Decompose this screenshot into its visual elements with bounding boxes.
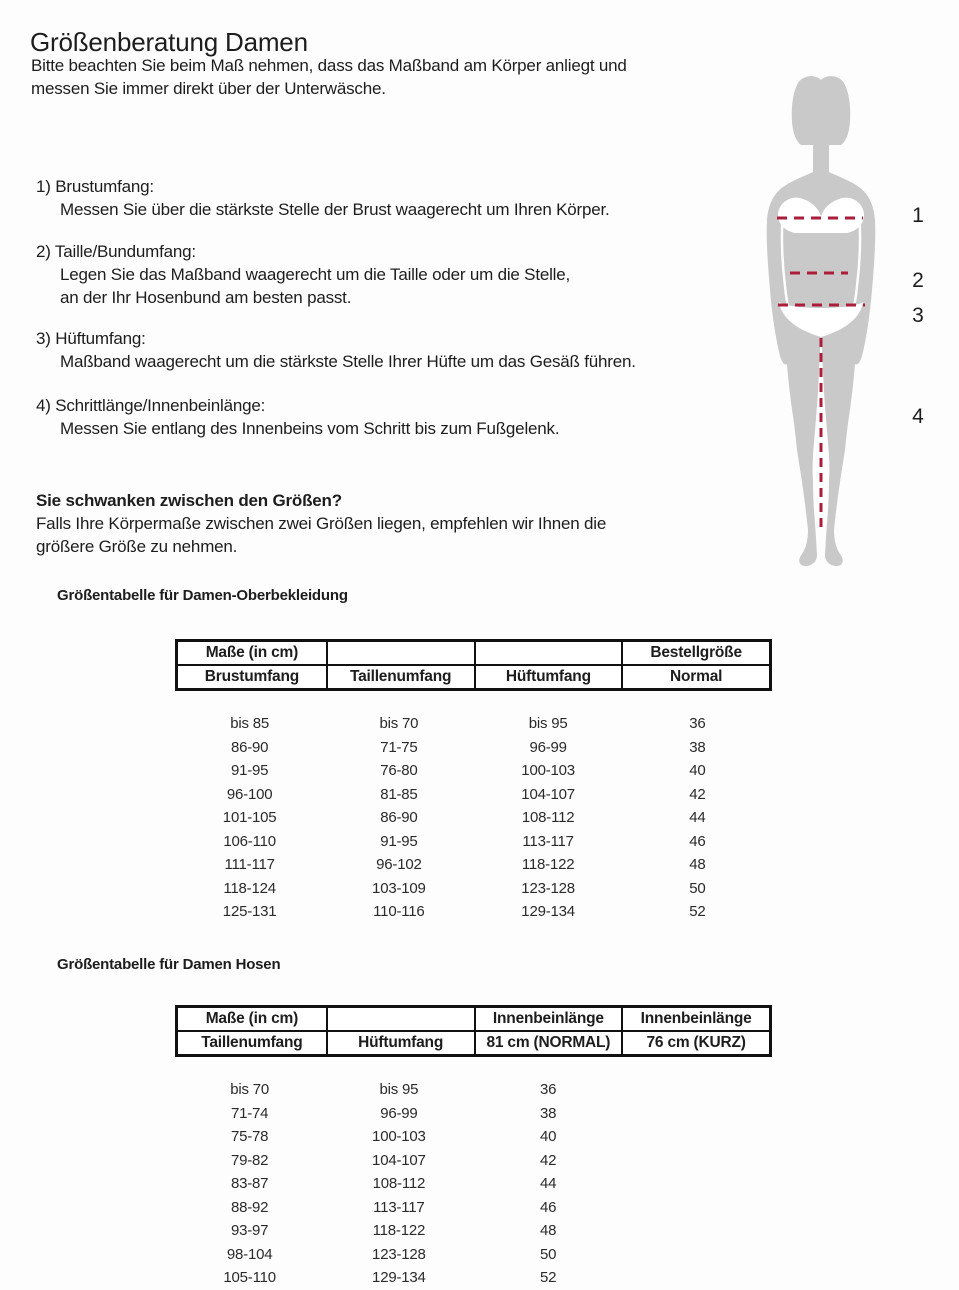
table-cell: 91-95 — [380, 832, 418, 850]
table-cell: 48 — [539, 1222, 557, 1239]
size-figure — [745, 60, 895, 580]
table-cell: 50 — [539, 1245, 557, 1263]
table-cell: 110-116 — [373, 903, 425, 920]
table-cell: 42 — [539, 1151, 557, 1169]
table-cell — [623, 1266, 772, 1290]
instruction-item-bust — [36, 175, 610, 221]
header-cell — [326, 642, 474, 664]
table-cell: 111-117 — [224, 856, 275, 873]
table-cell: 106-110 — [223, 832, 276, 850]
table-cell: 123-128 — [521, 879, 575, 897]
table-cell: 48 — [689, 856, 706, 873]
table-row — [175, 1149, 772, 1173]
intro-text — [31, 54, 627, 100]
table-heading-pants: Größentabelle für Damen Hosen — [57, 956, 281, 973]
table-cell: 103-109 — [372, 879, 426, 897]
table-body — [175, 712, 772, 924]
instruction-label: 2) Taille/Bundumfang: — [36, 242, 196, 261]
table-row — [175, 1243, 772, 1267]
table-cell: 105-110 — [223, 1269, 276, 1286]
figure-marker-inseam: 4 — [912, 405, 924, 428]
instruction-text: an der Ihr Hosenbund am besten passt. — [60, 288, 352, 307]
table-cell: 46 — [689, 832, 706, 850]
table-cell: 52 — [539, 1269, 557, 1286]
table-cell: 86-90 — [230, 738, 269, 756]
table-cell: 40 — [539, 1128, 557, 1145]
table-cell: bis 85 — [230, 715, 270, 732]
table-cell — [623, 1149, 772, 1173]
table-cell: 123-128 — [372, 1245, 426, 1263]
header-cell: Bestellgröße — [621, 642, 769, 664]
between-sizes-text: größere Größe zu nehmen. — [36, 537, 238, 556]
table-body — [175, 1078, 772, 1290]
table-header-row — [178, 642, 769, 664]
table-cell — [623, 1102, 772, 1126]
table-cell: 36 — [539, 1081, 557, 1098]
table-cell: 100-103 — [521, 762, 575, 779]
figure-marker-hip: 3 — [912, 304, 924, 327]
figure-marker-waist: 2 — [912, 269, 924, 292]
table-row — [175, 1125, 772, 1149]
header-cell: Taillenumfang — [201, 1034, 303, 1051]
table-cell: 52 — [689, 903, 706, 920]
table-cell — [623, 1078, 772, 1102]
instruction-item-hip — [36, 327, 636, 373]
table-cell — [623, 1196, 772, 1220]
header-cell: Taillenumfang — [326, 666, 474, 688]
table-cell: 50 — [689, 879, 706, 897]
table-row — [175, 736, 772, 760]
table-header — [175, 1005, 772, 1057]
table-cell: 44 — [689, 809, 706, 826]
header-cell: Hüftumfang — [474, 666, 622, 688]
table-row — [175, 712, 772, 736]
table-cell: 96-99 — [529, 738, 567, 756]
table-row — [175, 877, 772, 901]
header-cell: Brustumfang — [204, 668, 299, 685]
intro-line: messen Sie immer direkt über der Unterwäsche. — [31, 79, 386, 98]
table-cell: 42 — [689, 785, 706, 803]
table-header — [175, 639, 772, 691]
table-cell: 104-107 — [521, 785, 575, 803]
instruction-label: 3) Hüftumfang: — [36, 329, 146, 348]
figure-silhouette — [745, 60, 895, 580]
instruction-label: 4) Schrittlänge/Innenbeinlänge: — [36, 396, 266, 415]
table-cell: 44 — [539, 1175, 557, 1192]
table-cell: bis 95 — [528, 715, 568, 732]
table-cell: 71-75 — [380, 738, 418, 756]
table-cell: 113-117 — [522, 832, 574, 850]
size-table-tops — [175, 639, 772, 924]
table-cell: 91-95 — [230, 762, 269, 779]
intro-line: Bitte beachten Sie beim Maß nehmen, dass das Maßband am Körper anliegt und — [31, 56, 627, 75]
table-cell: bis 95 — [379, 1081, 419, 1098]
table-cell: 36 — [689, 715, 706, 732]
table-cell: bis 70 — [230, 1081, 270, 1098]
figure-marker-bust: 1 — [912, 204, 924, 227]
table-row — [175, 853, 772, 877]
between-sizes-text: Falls Ihre Körpermaße zwischen zwei Größen liegen, empfehlen wir Ihnen die — [36, 514, 607, 533]
table-heading-tops: Größentabelle für Damen-Oberbekleidung — [57, 587, 348, 604]
header-cell: Maße (in cm) — [205, 644, 299, 661]
table-cell: 88-92 — [230, 1198, 269, 1216]
table-row — [175, 1196, 772, 1220]
table-cell: 79-82 — [230, 1151, 269, 1169]
instruction-item-waist — [36, 240, 570, 309]
size-table-pants — [175, 1005, 772, 1290]
table-cell: 71-74 — [230, 1104, 269, 1122]
table-cell: 113-117 — [373, 1198, 425, 1216]
table-cell: bis 70 — [379, 715, 419, 732]
table-row — [175, 830, 772, 854]
header-cell: Innenbeinlänge — [621, 1008, 769, 1030]
table-cell: 86-90 — [380, 809, 418, 826]
table-cell: 129-134 — [372, 1269, 426, 1286]
table-row — [175, 806, 772, 830]
table-cell: 40 — [689, 762, 706, 779]
table-cell: 38 — [689, 738, 706, 756]
header-cell: 76 cm (KURZ) — [621, 1032, 769, 1054]
table-row — [175, 759, 772, 783]
instruction-text: Messen Sie über die stärkste Stelle der Brust waagerecht um Ihren Körper. — [60, 200, 610, 219]
table-row — [175, 783, 772, 807]
table-row — [175, 1219, 772, 1243]
table-cell: 129-134 — [521, 903, 575, 920]
header-cell: Maße (in cm) — [205, 1010, 299, 1027]
table-cell: 98-104 — [226, 1245, 273, 1263]
page-title: Größenberatung Damen — [30, 27, 308, 58]
header-cell — [474, 642, 622, 664]
table-cell: 81-85 — [380, 785, 418, 803]
table-cell: 108-112 — [521, 809, 575, 826]
table-cell: 83-87 — [230, 1175, 269, 1192]
table-cell: 46 — [539, 1198, 557, 1216]
table-cell: 118-122 — [372, 1222, 426, 1239]
table-row — [175, 1172, 772, 1196]
table-cell: 100-103 — [372, 1128, 426, 1145]
table-cell: 38 — [539, 1104, 557, 1122]
table-cell: 101-105 — [222, 809, 277, 826]
instruction-item-inseam — [36, 394, 559, 440]
header-cell: 81 cm (NORMAL) — [474, 1032, 622, 1054]
table-row — [175, 1078, 772, 1102]
table-row — [175, 900, 772, 924]
table-cell: 108-112 — [372, 1175, 426, 1192]
table-header-row — [178, 664, 769, 688]
header-cell: Hüftumfang — [326, 1032, 474, 1054]
instruction-text: Legen Sie das Maßband waagerecht um die Taille oder um die Stelle, — [60, 265, 571, 284]
table-cell: 96-102 — [376, 856, 422, 873]
table-cell: 96-100 — [226, 785, 273, 803]
instruction-label: 1) Brustumfang: — [36, 177, 154, 196]
table-cell: 93-97 — [230, 1222, 269, 1239]
table-cell: 76-80 — [380, 762, 418, 779]
table-cell — [623, 1243, 772, 1267]
table-cell: 96-99 — [380, 1104, 418, 1122]
table-cell — [623, 1125, 772, 1149]
table-header-row — [178, 1008, 769, 1030]
silhouette-hair — [792, 76, 851, 145]
header-cell: Innenbeinlänge — [474, 1008, 622, 1030]
table-cell: 75-78 — [230, 1128, 269, 1145]
between-sizes-note — [36, 489, 606, 558]
table-row — [175, 1102, 772, 1126]
table-cell: 118-122 — [521, 856, 575, 873]
table-cell — [623, 1172, 772, 1196]
table-cell — [623, 1219, 772, 1243]
instruction-text: Maßband waagerecht um die stärkste Stelle Ihrer Hüfte um das Gesäß führen. — [60, 352, 636, 371]
table-cell: 125-131 — [222, 903, 277, 920]
header-cell: Normal — [621, 666, 769, 688]
between-sizes-heading: Sie schwanken zwischen den Größen? — [36, 491, 342, 510]
table-cell: 104-107 — [372, 1151, 426, 1169]
table-header-row — [178, 1030, 769, 1054]
table-cell: 118-124 — [223, 879, 276, 897]
table-row — [175, 1266, 772, 1290]
header-cell — [326, 1008, 474, 1030]
instruction-text: Messen Sie entlang des Innenbeins vom Schritt bis zum Fußgelenk. — [60, 419, 560, 438]
